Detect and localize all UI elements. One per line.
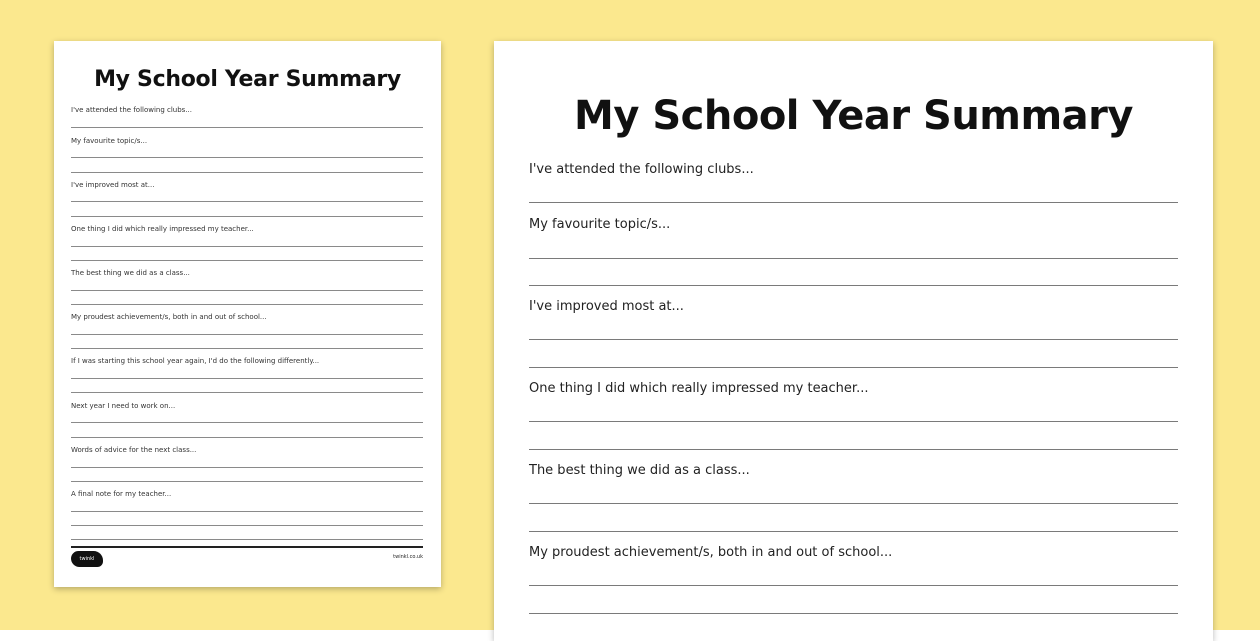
thumbnail-write-line <box>71 467 423 468</box>
write-line <box>529 285 1178 286</box>
thumbnail-write-line <box>71 525 423 526</box>
thumbnail-write-line <box>71 422 423 423</box>
worksheet-thumbnail <box>54 41 441 587</box>
thumbnail-write-line <box>71 378 423 379</box>
prompt-clubs: I've attended the following clubs... <box>529 162 754 177</box>
thumbnail-write-line <box>71 157 423 158</box>
thumbnail-write-line <box>71 539 423 540</box>
thumbnail-write-line <box>71 246 423 247</box>
thumbnail-write-line <box>71 201 423 202</box>
thumbnail-write-line <box>71 481 423 482</box>
thumbnail-prompt-final-note: A final note for my teacher... <box>71 490 172 498</box>
write-line <box>529 503 1178 504</box>
thumbnail-write-line <box>71 216 423 217</box>
write-line <box>529 585 1178 586</box>
thumbnail-write-line <box>71 260 423 261</box>
write-line <box>529 202 1178 203</box>
write-line <box>529 449 1178 450</box>
thumbnail-write-line <box>71 511 423 512</box>
thumbnail-write-line <box>71 172 423 173</box>
worksheet-title: My School Year Summary <box>574 93 1133 139</box>
thumbnail-write-line <box>71 348 423 349</box>
thumbnail-write-line <box>71 127 423 128</box>
thumbnail-write-line <box>71 304 423 305</box>
thumbnail-prompt-clubs: I've attended the following clubs... <box>71 106 193 114</box>
prompt-improved: I've improved most at... <box>529 299 684 314</box>
thumbnail-footer-rule <box>71 546 423 548</box>
prompt-proudest: My proudest achievement/s, both in and out of school... <box>529 545 893 560</box>
thumbnail-prompt-proudest: My proudest achievement/s, both in and out of school... <box>71 313 267 321</box>
write-line <box>529 367 1178 368</box>
thumbnail-prompt-next-year: Next year I need to work on... <box>71 402 176 410</box>
worksheet-zoomed <box>494 41 1213 641</box>
prompt-impressed: One thing I did which really impressed my teacher... <box>529 381 869 396</box>
write-line <box>529 613 1178 614</box>
thumbnail-prompt-advice: Words of advice for the next class... <box>71 446 197 454</box>
twinkl-logo: twinkl <box>71 551 103 567</box>
prompt-topics: My favourite topic/s... <box>529 217 671 232</box>
site-footer: twinkl.co.uk <box>393 554 423 560</box>
thumbnail-prompt-differently: If I was starting this school year again, I'd do the following differently... <box>71 357 320 365</box>
thumbnail-prompt-class: The best thing we did as a class... <box>71 269 190 277</box>
thumbnail-prompt-impressed: One thing I did which really impressed my teacher... <box>71 225 254 233</box>
thumbnail-title: My School Year Summary <box>94 67 401 92</box>
write-line <box>529 258 1178 259</box>
thumbnail-write-line <box>71 392 423 393</box>
thumbnail-write-line <box>71 437 423 438</box>
write-line <box>529 339 1178 340</box>
prompt-class: The best thing we did as a class... <box>529 463 750 478</box>
thumbnail-write-line <box>71 290 423 291</box>
write-line <box>529 531 1178 532</box>
thumbnail-write-line <box>71 334 423 335</box>
write-line <box>529 421 1178 422</box>
thumbnail-prompt-improved: I've improved most at... <box>71 181 155 189</box>
thumbnail-prompt-topics: My favourite topic/s... <box>71 137 148 145</box>
